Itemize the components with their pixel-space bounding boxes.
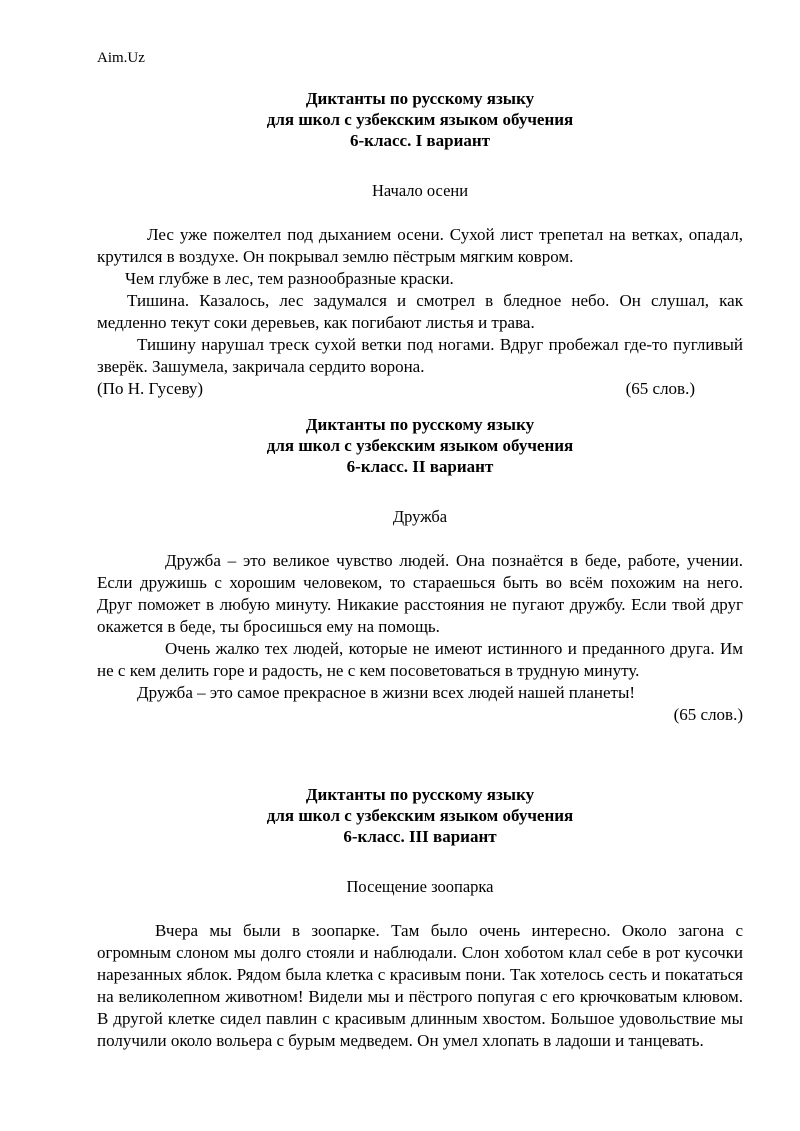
heading-line: 6-класс. III вариант — [343, 827, 497, 846]
paragraph: Вчера мы были в зоопарке. Там было очень интересно. Около загона с огромным слоном мы долго стояли и наблюдали. Слон хоботом клал себе в рот кусочки нарезанных яблок. Рядом была клетка с красивым пони. Так хотелось сесть и покататься на великолепном животном! Видели мы и пёстрого попугая с его крючковатым клювом. В другой клетке сидел павлин с красивым длинным хвостом. Большое удовольствие мы получили около вольера с бурым медведем. Он умел хлопать в ладоши и танцевать. — [97, 921, 743, 1050]
word-count: (65 слов.) — [625, 379, 695, 398]
section-footer — [97, 378, 743, 400]
paragraph: Чем глубже в лес, тем разнообразные краски. — [125, 269, 454, 288]
heading-line: Диктанты по русскому языку — [305, 415, 535, 434]
heading-line: 6-класс. II вариант — [346, 457, 494, 476]
author-credit: (По Н. Гусеву) — [97, 379, 204, 398]
word-count: (65 слов.) — [673, 705, 743, 724]
heading-line: Диктанты по русскому языку — [305, 785, 535, 804]
heading-line: для школ с узбекским языком обучения — [266, 110, 574, 129]
dictation-title: Посещение зоопарка — [346, 877, 494, 896]
dictation-section-1 — [97, 88, 743, 400]
heading-line: для школ с узбекским языком обучения — [266, 806, 574, 825]
paragraph: Тишина. Казалось, лес задумался и смотрел в бледное небо. Он слушал, как медленно текут соки деревьев, как погибают листья и трава. — [97, 291, 743, 332]
heading-line: Диктанты по русскому языку — [305, 89, 535, 108]
site-label: Aim.Uz — [97, 50, 145, 66]
dictation-section-3 — [97, 784, 743, 1052]
paragraph: Дружба – это великое чувство людей. Она познаётся в беде, работе, учении. Если дружишь с хорошим человеком, то стараешься быть во всём похожим на него. Друг поможет в любую минуту. Никакие расстояния не пугают дружбу. Если твой друг окажется в беде, ты бросишься ему на помощь. — [97, 551, 743, 636]
paragraph: Лес уже пожелтел под дыханием осени. Сухой лист трепетал на ветках, опадал, крутился в воздухе. Он покрывал землю пёстрым мягким ковром. — [97, 225, 743, 266]
paragraph: Дружба – это самое прекрасное в жизни всех людей нашей планеты! — [137, 683, 636, 702]
dictation-title: Начало осени — [371, 181, 469, 200]
heading-line: для школ с узбекским языком обучения — [266, 436, 574, 455]
heading-line: 6-класс. I вариант — [349, 131, 491, 150]
dictation-title: Дружба — [392, 507, 448, 526]
paragraph: Тишину нарушал треск сухой ветки под ногами. Вдруг пробежал где-то пугливый зверёк. Зашумела, закричала сердито ворона. — [97, 335, 743, 376]
paragraph: Очень жалко тех людей, которые не имеют истинного и преданного друга. Им не с кем делить горе и радость, не с кем посоветоваться в трудную минуту. — [97, 639, 743, 680]
dictation-section-2 — [97, 414, 743, 726]
